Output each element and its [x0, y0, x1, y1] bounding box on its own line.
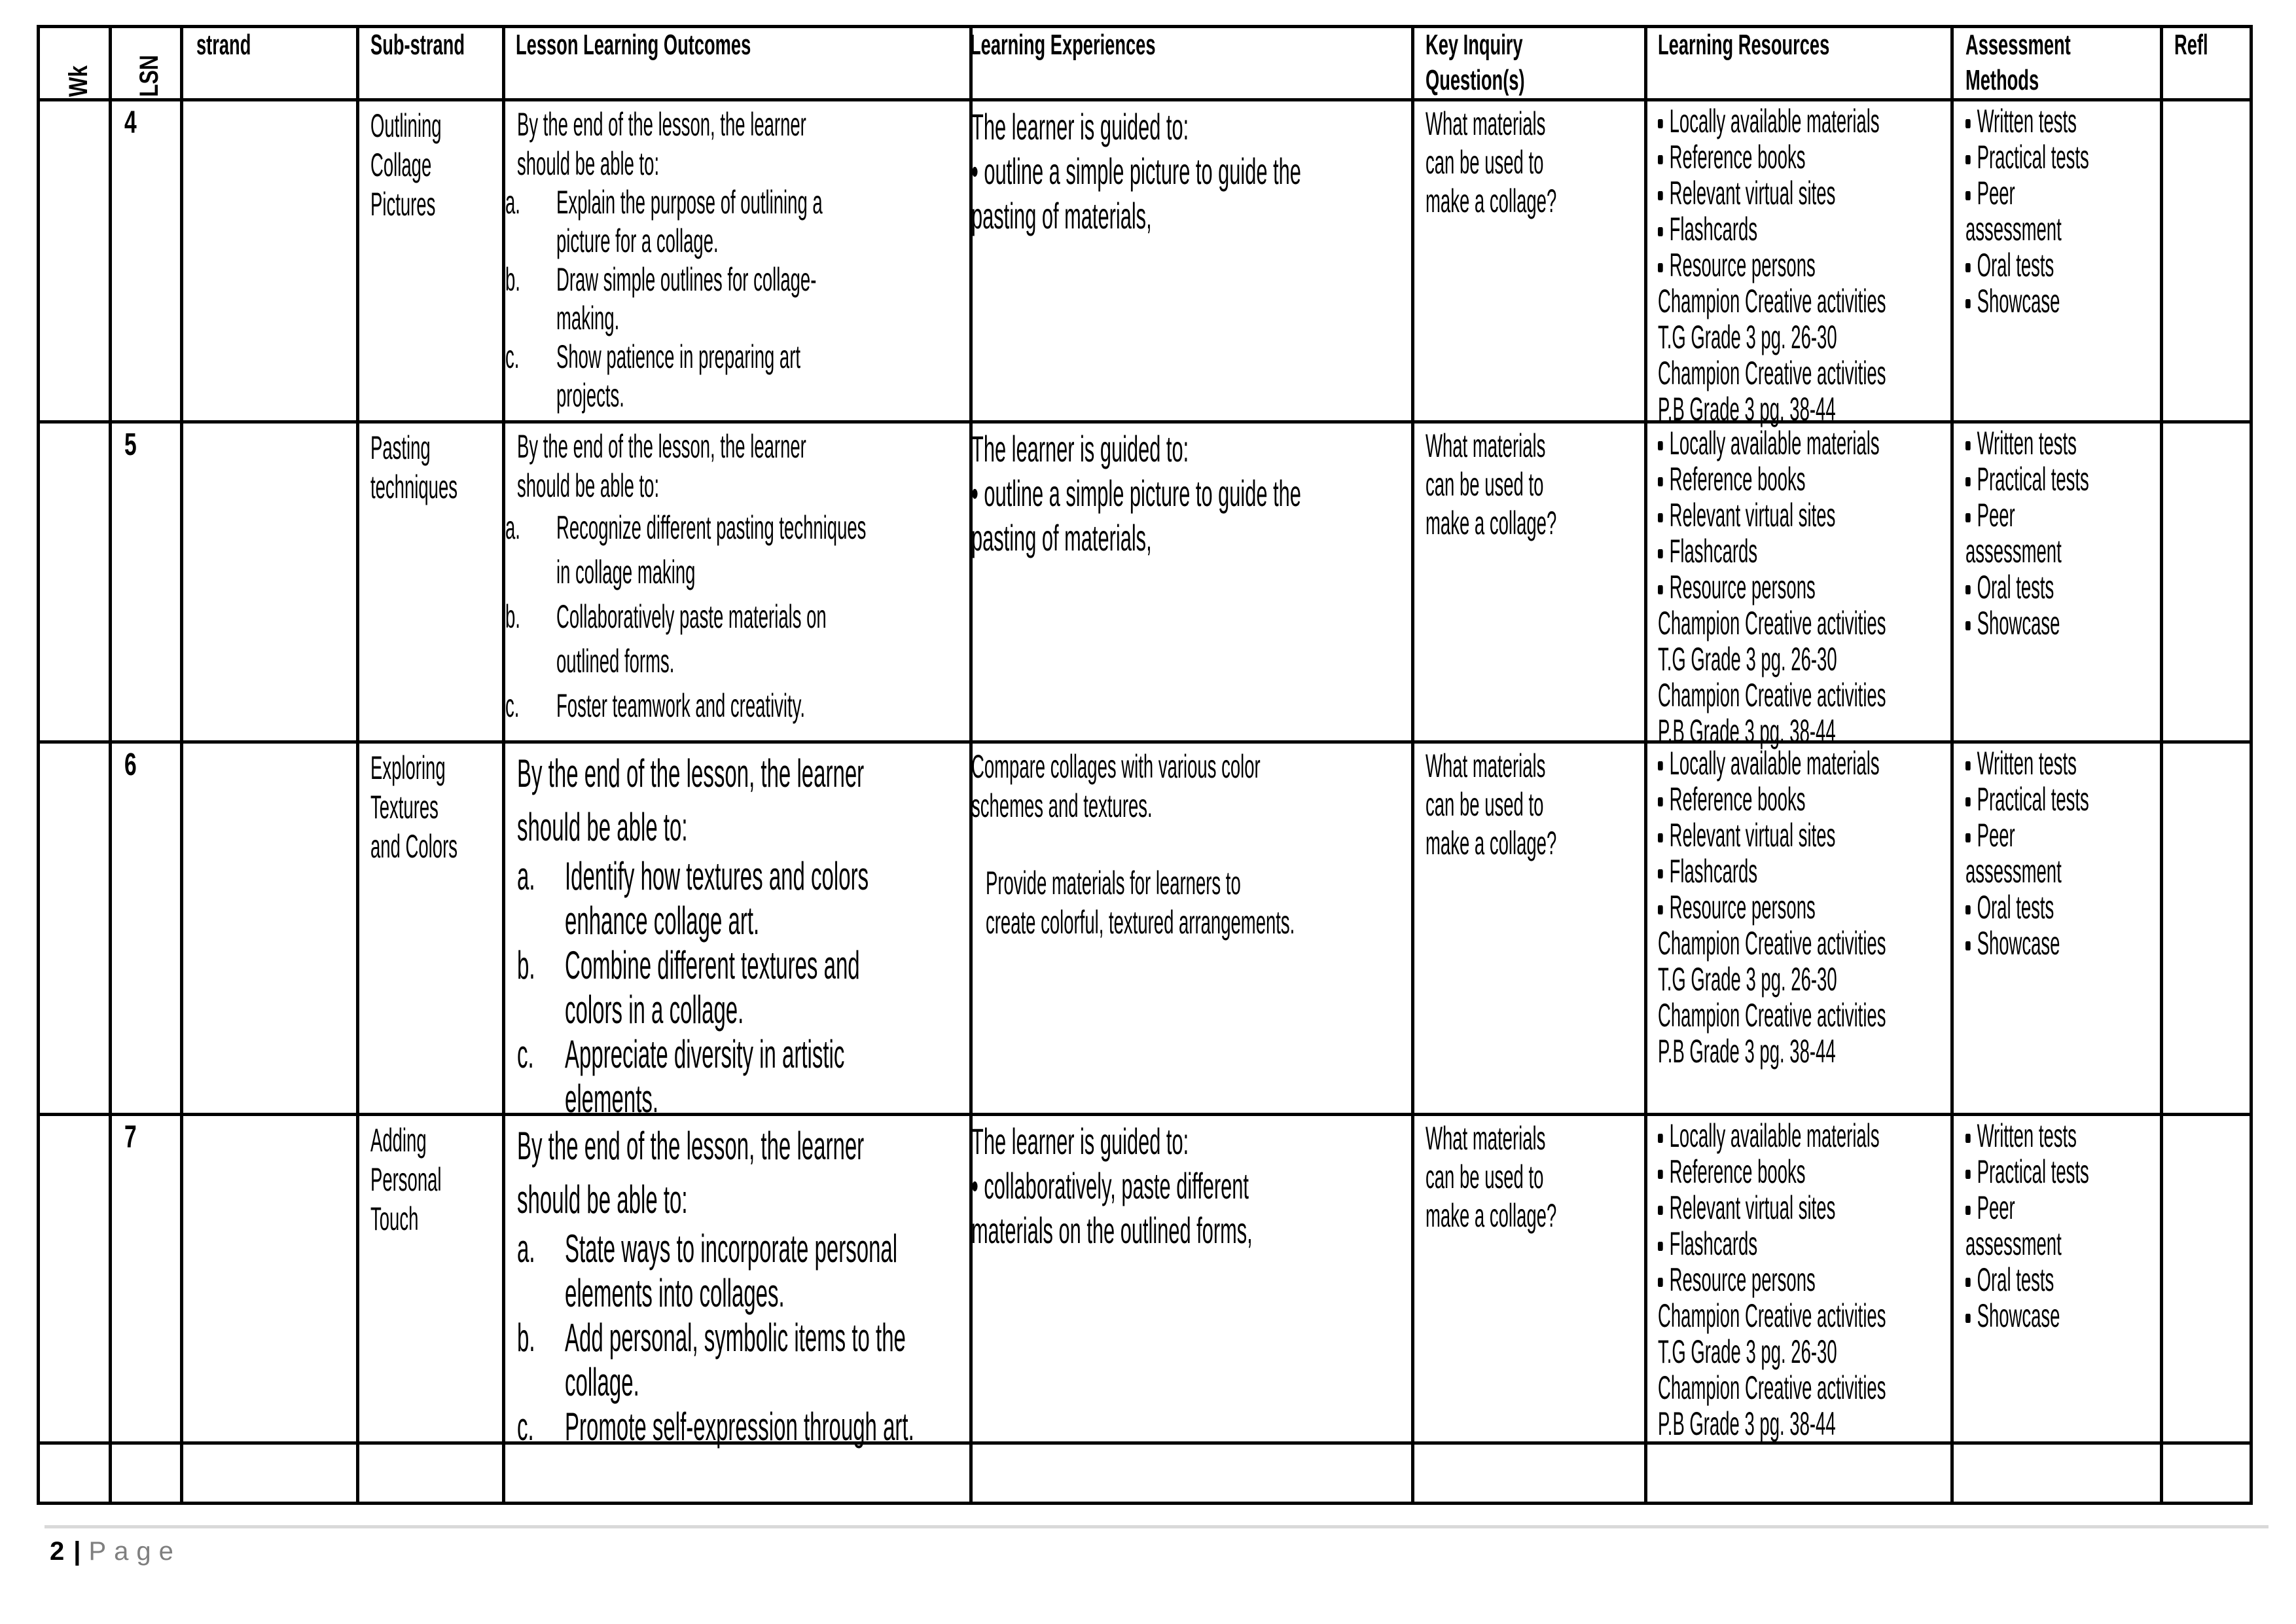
assessment-text: assessment — [1965, 211, 2062, 247]
outcomes-intro-line: should be able to: — [517, 145, 660, 182]
assessment-text: Peer — [1977, 1189, 2015, 1226]
bullet-icon — [1965, 119, 1971, 128]
outcome-text-line: State ways to incorporate personal — [565, 1227, 898, 1271]
resource-text: Resource persons — [1669, 247, 1816, 283]
footer-separator: | — [73, 1537, 81, 1566]
header-key-inquiry: Key Inquiry Question(s) — [1426, 29, 1525, 96]
bullet-icon — [1965, 513, 1971, 522]
learning-outcomes-cell — [505, 105, 1043, 415]
resource-text: Relevant virtual sites — [1669, 817, 1836, 854]
bullet-icon — [1965, 941, 1971, 950]
page-number: 2 — [50, 1537, 65, 1566]
assessment-text: Written tests — [1977, 425, 2077, 461]
resource-item — [1658, 175, 1886, 211]
resource-item — [1658, 782, 1886, 818]
sub-strand-cell — [370, 1121, 499, 1238]
assessment-text: Practical tests — [1977, 1153, 2089, 1190]
bullet-icon — [1965, 1206, 1971, 1215]
assessment-text: Practical tests — [1977, 139, 2089, 175]
resource-text: Resource persons — [1669, 889, 1816, 926]
resource-item — [1658, 139, 1886, 175]
resource-text: Reference books — [1669, 461, 1806, 497]
bullet-icon — [1965, 477, 1971, 486]
assessment-text: Practical tests — [1977, 461, 2089, 497]
bullet-icon — [1658, 191, 1663, 200]
assessment-text: Written tests — [1977, 745, 2077, 782]
assessment-text: Oral tests — [1977, 569, 2054, 605]
assessment-text: Written tests — [1977, 1117, 2077, 1154]
resource-text: Reference books — [1669, 1153, 1806, 1190]
outcome-marker: c. — [505, 687, 520, 724]
outcome-text-line: in collage making — [556, 554, 696, 590]
resource-text: Locally available materials — [1669, 745, 1880, 782]
bullet-icon — [1658, 477, 1663, 486]
lesson-number-value: 5 — [124, 427, 137, 462]
inquiry-line: can be used to — [1426, 1159, 1544, 1195]
outcome-text-line: enhance collage art. — [565, 899, 760, 943]
outcome-text-line: picture for a collage. — [556, 223, 719, 259]
resource-reference-line: Champion Creative activities — [1658, 605, 1886, 641]
outcome-text-line: Combine different textures and — [565, 943, 860, 987]
sub-strand-line: Exploring — [370, 749, 446, 786]
resource-text: Resource persons — [1669, 1261, 1816, 1298]
resource-reference-line: T.G Grade 3 pg. 26-30 — [1658, 319, 1837, 355]
bullet-icon — [1658, 1170, 1663, 1179]
assessment-methods-cell — [1965, 425, 2190, 641]
bullet-icon — [1658, 585, 1663, 594]
outcome-item — [505, 594, 1120, 683]
outcome-item — [505, 1316, 1200, 1405]
outcome-text-line: Foster teamwork and creativity. — [556, 687, 806, 724]
resource-item — [1658, 247, 1886, 283]
experience-line: • outline a simple picture to guide the — [971, 473, 1301, 514]
outcome-text-line: elements into collages. — [565, 1271, 785, 1315]
sub-strand-line: Outlining — [370, 107, 442, 144]
outcomes-intro-line: should be able to: — [517, 805, 688, 849]
assessment-item — [1965, 533, 2089, 569]
assessment-text: Oral tests — [1977, 889, 2054, 926]
sub-strand-cell — [370, 106, 499, 224]
experience-line: pasting of materials, — [971, 517, 1152, 558]
outcomes-intro-line: should be able to: — [517, 1178, 688, 1221]
table-rule-vertical — [180, 25, 183, 1505]
inquiry-line: What materials — [1426, 1120, 1546, 1157]
outcome-text-line: Appreciate diversity in artistic — [565, 1032, 845, 1076]
lesson-number — [124, 1119, 142, 1155]
bullet-icon — [1965, 797, 1971, 806]
header-strand: strand — [196, 29, 251, 61]
page-footer — [50, 1537, 181, 1566]
bullet-icon — [1658, 227, 1663, 236]
key-inquiry-cell — [1426, 427, 1664, 543]
resource-reference-line: P.B Grade 3 pg. 38-44 — [1658, 1033, 1836, 1070]
resource-item — [1658, 211, 1886, 247]
key-inquiry-cell — [1426, 747, 1664, 863]
resource-text: Locally available materials — [1669, 425, 1880, 461]
resource-reference-line: Champion Creative activities — [1658, 1369, 1886, 1406]
experience-line: • outline a simple picture to guide the — [971, 151, 1301, 192]
outcome-marker: c. — [517, 1405, 534, 1449]
sub-strand-line: and Colors — [370, 828, 457, 865]
assessment-item — [1965, 139, 2089, 175]
bullet-icon — [1658, 263, 1663, 272]
inquiry-line: What materials — [1426, 427, 1546, 464]
sub-strand-line: techniques — [370, 469, 458, 505]
resource-text: Resource persons — [1669, 569, 1816, 605]
resource-item — [1658, 461, 1886, 497]
outcome-text-line: making. — [556, 300, 620, 336]
sub-strand-line: Collage — [370, 147, 432, 183]
assessment-text: Showcase — [1977, 283, 2060, 319]
resource-text: Relevant virtual sites — [1669, 175, 1836, 211]
bullet-icon — [1658, 833, 1663, 842]
lesson-number — [124, 105, 142, 141]
lesson-number — [124, 747, 142, 783]
sub-strand-line: Textures — [370, 789, 439, 825]
resource-reference-line: T.G Grade 3 pg. 26-30 — [1658, 641, 1837, 677]
bullet-icon — [1658, 1134, 1663, 1143]
bullet-icon — [1965, 585, 1971, 594]
table-rule-vertical — [2250, 25, 2253, 1505]
outcomes-intro-line: By the end of the lesson, the learner — [517, 751, 865, 795]
header-outcomes: Lesson Learning Outcomes — [516, 29, 751, 61]
resource-reference-line: P.B Grade 3 pg. 38-44 — [1658, 391, 1836, 427]
experience-line: Provide materials for learners to — [986, 865, 1241, 901]
experience-line: pasting of materials, — [971, 195, 1152, 236]
inquiry-line: What materials — [1426, 748, 1546, 784]
learning-experiences-cell — [971, 1119, 1482, 1253]
resource-item — [1658, 854, 1886, 890]
header-experiences: Learning Experiences — [970, 29, 1156, 61]
resource-reference-line: P.B Grade 3 pg. 38-44 — [1658, 1405, 1836, 1442]
assessment-item — [1965, 1226, 2089, 1262]
outcome-text-line: Promote self-expression through art. — [565, 1405, 914, 1449]
bullet-icon — [1658, 797, 1663, 806]
inquiry-line: make a collage? — [1426, 505, 1557, 541]
bullet-icon — [1658, 1242, 1663, 1251]
assessment-item — [1965, 782, 2089, 818]
header-refl: Refl — [2174, 29, 2208, 61]
outcome-text-line: Add personal, symbolic items to the — [565, 1316, 906, 1360]
bullet-icon — [1658, 761, 1663, 770]
resource-item — [1658, 1154, 1886, 1190]
assessment-item — [1965, 103, 2089, 139]
bullet-icon — [1658, 1206, 1663, 1215]
outcome-marker: a. — [505, 184, 520, 221]
bullet-icon — [1658, 1278, 1663, 1287]
assessment-item — [1965, 1118, 2089, 1154]
outcome-text-line: collage. — [565, 1360, 639, 1404]
header-resources: Learning Resources — [1658, 29, 1830, 61]
assessment-item — [1965, 926, 2089, 962]
assessment-text: Oral tests — [1977, 247, 2054, 283]
lesson-number — [124, 427, 142, 463]
resource-reference-line: Champion Creative activities — [1658, 997, 1886, 1034]
outcome-text-line: Collaboratively paste materials on — [556, 598, 827, 635]
bullet-icon — [1965, 1278, 1971, 1287]
bullet-icon — [1965, 1170, 1971, 1179]
bullet-icon — [1658, 513, 1663, 522]
bullet-icon — [1965, 155, 1971, 164]
bullet-icon — [1658, 441, 1663, 450]
inquiry-line: make a collage? — [1426, 183, 1557, 219]
resource-item — [1658, 569, 1886, 605]
assessment-text: Showcase — [1977, 605, 2060, 641]
resource-reference-line: T.G Grade 3 pg. 26-30 — [1658, 1333, 1837, 1370]
resource-item — [1658, 890, 1886, 926]
assessment-item — [1965, 247, 2089, 283]
outcome-marker: c. — [517, 1032, 534, 1076]
bullet-icon — [1658, 549, 1663, 558]
table-rule-horizontal — [37, 98, 2253, 101]
experience-line: schemes and textures. — [971, 787, 1153, 824]
sub-strand-line: Pasting — [370, 429, 431, 466]
outcome-marker: b. — [517, 943, 535, 987]
assessment-item — [1965, 497, 2089, 533]
inquiry-line: can be used to — [1426, 144, 1544, 181]
bullet-icon — [1965, 761, 1971, 770]
outcome-item — [505, 338, 1043, 415]
outcomes-intro-line: should be able to: — [517, 467, 660, 504]
assessment-text: Oral tests — [1977, 1261, 2054, 1298]
bullet-icon — [1965, 833, 1971, 842]
assessment-item — [1965, 283, 2089, 319]
assessment-item — [1965, 569, 2089, 605]
resource-item — [1658, 425, 1886, 461]
outcome-text-line: Show patience in preparing art — [556, 338, 801, 375]
page-label: Page — [88, 1537, 181, 1566]
outcome-text-line: Identify how textures and colors — [565, 854, 869, 898]
inquiry-line: What materials — [1426, 105, 1546, 142]
experience-line: Compare collages with various color — [971, 748, 1261, 785]
assessment-item — [1965, 461, 2089, 497]
resource-text: Reference books — [1669, 781, 1806, 818]
resource-item — [1658, 1190, 1886, 1226]
outcomes-intro-line: By the end of the lesson, the learner — [517, 428, 806, 465]
inquiry-line: make a collage? — [1426, 825, 1557, 861]
assessment-methods-cell — [1965, 746, 2190, 962]
outcome-item — [505, 683, 1120, 728]
outcome-item — [505, 1405, 1200, 1449]
lesson-number-value: 4 — [124, 105, 137, 140]
table-rule-horizontal — [37, 1502, 2253, 1505]
outcome-marker: a. — [505, 509, 520, 546]
assessment-methods-cell — [1965, 103, 2190, 319]
outcome-text-line: Explain the purpose of outlining a — [556, 184, 823, 221]
experience-line: create colorful, textured arrangements. — [986, 904, 1295, 941]
assessment-text: Showcase — [1977, 925, 2060, 962]
sub-strand-line: Personal — [370, 1161, 442, 1198]
assessment-text: assessment — [1965, 533, 2062, 569]
resource-reference-line: Champion Creative activities — [1658, 677, 1886, 713]
resource-item — [1658, 497, 1886, 533]
bullet-icon — [1965, 299, 1971, 308]
resource-text: Locally available materials — [1669, 103, 1880, 139]
outcome-marker: c. — [505, 338, 520, 375]
resource-reference-line: Champion Creative activities — [1658, 1297, 1886, 1334]
bullet-icon — [1658, 869, 1663, 878]
assessment-item — [1965, 605, 2089, 641]
experience-line: The learner is guided to: — [971, 428, 1189, 469]
outcome-text-line: Recognize different pasting techniques — [556, 509, 867, 546]
inquiry-line: can be used to — [1426, 786, 1544, 823]
key-inquiry-cell — [1426, 105, 1664, 221]
resource-item — [1658, 103, 1886, 139]
resource-text: Flashcards — [1669, 853, 1758, 890]
inquiry-line: can be used to — [1426, 466, 1544, 503]
outcomes-intro-line: By the end of the lesson, the learner — [517, 106, 806, 143]
assessment-item — [1965, 890, 2089, 926]
inquiry-line: make a collage? — [1426, 1197, 1557, 1234]
table-rule-vertical — [109, 25, 112, 1505]
sub-strand-line: Touch — [370, 1200, 419, 1237]
outcome-item — [505, 261, 1043, 338]
experience-line: The learner is guided to: — [971, 106, 1189, 147]
assessment-item — [1965, 1298, 2089, 1334]
assessment-text: Written tests — [1977, 103, 2077, 139]
outcome-marker: a. — [517, 854, 535, 898]
resource-reference-line: Champion Creative activities — [1658, 283, 1886, 319]
bullet-icon — [1965, 905, 1971, 914]
assessment-item — [1965, 854, 2089, 890]
assessment-item — [1965, 211, 2089, 247]
resource-reference-line: T.G Grade 3 pg. 26-30 — [1658, 961, 1837, 998]
resource-text: Locally available materials — [1669, 1117, 1880, 1154]
resource-item — [1658, 533, 1886, 569]
bullet-icon — [1965, 191, 1971, 200]
table-rule-vertical — [37, 25, 40, 1505]
key-inquiry-cell — [1426, 1119, 1664, 1235]
resource-reference-line: P.B Grade 3 pg. 38-44 — [1658, 713, 1836, 749]
sub-strand-line: Adding — [370, 1122, 427, 1159]
assessment-item — [1965, 425, 2089, 461]
experience-line: The learner is guided to: — [971, 1121, 1189, 1162]
outcome-item — [505, 183, 1043, 261]
assessment-item — [1965, 1262, 2089, 1298]
header-lsn: LSN — [135, 55, 164, 97]
bullet-icon — [1965, 621, 1971, 630]
bullet-icon — [1965, 263, 1971, 272]
assessment-item — [1965, 1190, 2089, 1226]
assessment-item — [1965, 1154, 2089, 1190]
bullet-icon — [1965, 1314, 1971, 1323]
resource-text: Flashcards — [1669, 1225, 1758, 1262]
header-wk: Wk — [64, 65, 93, 97]
resource-reference-line: Champion Creative activities — [1658, 355, 1886, 391]
assessment-item — [1965, 175, 2089, 211]
resource-text: Flashcards — [1669, 533, 1758, 569]
assessment-text: assessment — [1965, 853, 2062, 890]
assessment-item — [1965, 818, 2089, 854]
resource-text: Reference books — [1669, 139, 1806, 175]
outcome-marker: b. — [505, 261, 520, 298]
bullet-icon — [1658, 119, 1663, 128]
experience-line: • collaboratively, paste different — [971, 1165, 1249, 1206]
assessment-text: assessment — [1965, 1225, 2062, 1262]
table-rule-vertical — [356, 25, 359, 1505]
assessment-text: Peer — [1977, 497, 2015, 533]
outcome-text-line: Draw simple outlines for collage- — [556, 261, 817, 298]
resource-text: Relevant virtual sites — [1669, 497, 1836, 533]
assessment-text: Showcase — [1977, 1297, 2060, 1334]
header-sub-strand: Sub-strand — [370, 29, 465, 61]
bullet-icon — [1965, 1134, 1971, 1143]
outcome-text-line: projects. — [556, 377, 624, 414]
outcome-marker: b. — [517, 1316, 535, 1360]
outcome-marker: a. — [517, 1227, 535, 1271]
outcome-text-line: elements. — [565, 1077, 659, 1121]
resource-item — [1658, 1262, 1886, 1298]
resource-text: Relevant virtual sites — [1669, 1189, 1836, 1226]
sub-strand-line: Pictures — [370, 186, 436, 223]
outcome-item — [505, 943, 1148, 1032]
resource-item — [1658, 818, 1886, 854]
resource-item — [1658, 746, 1886, 782]
resource-text: Flashcards — [1669, 211, 1758, 247]
assessment-methods-cell — [1965, 1118, 2190, 1334]
resource-item — [1658, 1118, 1886, 1154]
resource-reference-line: Champion Creative activities — [1658, 925, 1886, 962]
assessment-text: Peer — [1977, 817, 2015, 854]
bullet-icon — [1658, 905, 1663, 914]
outcome-text-line: outlined forms. — [556, 643, 675, 679]
footer-divider — [45, 1525, 2269, 1528]
outcome-marker: b. — [505, 598, 520, 635]
experience-line: materials on the outlined forms, — [971, 1210, 1253, 1251]
assessment-text: Peer — [1977, 175, 2015, 211]
assessment-text: Practical tests — [1977, 781, 2089, 818]
header-assessment: Assessment Methods — [1965, 29, 2071, 96]
lesson-number-value: 6 — [124, 748, 137, 782]
bullet-icon — [1965, 441, 1971, 450]
resource-item — [1658, 1226, 1886, 1262]
outcome-text-line: colors in a collage. — [565, 988, 744, 1032]
outcomes-intro-line: By the end of the lesson, the learner — [517, 1124, 865, 1168]
assessment-item — [1965, 746, 2089, 782]
lesson-number-value: 7 — [124, 1120, 137, 1155]
bullet-icon — [1658, 155, 1663, 164]
outcome-item — [505, 1032, 1148, 1121]
